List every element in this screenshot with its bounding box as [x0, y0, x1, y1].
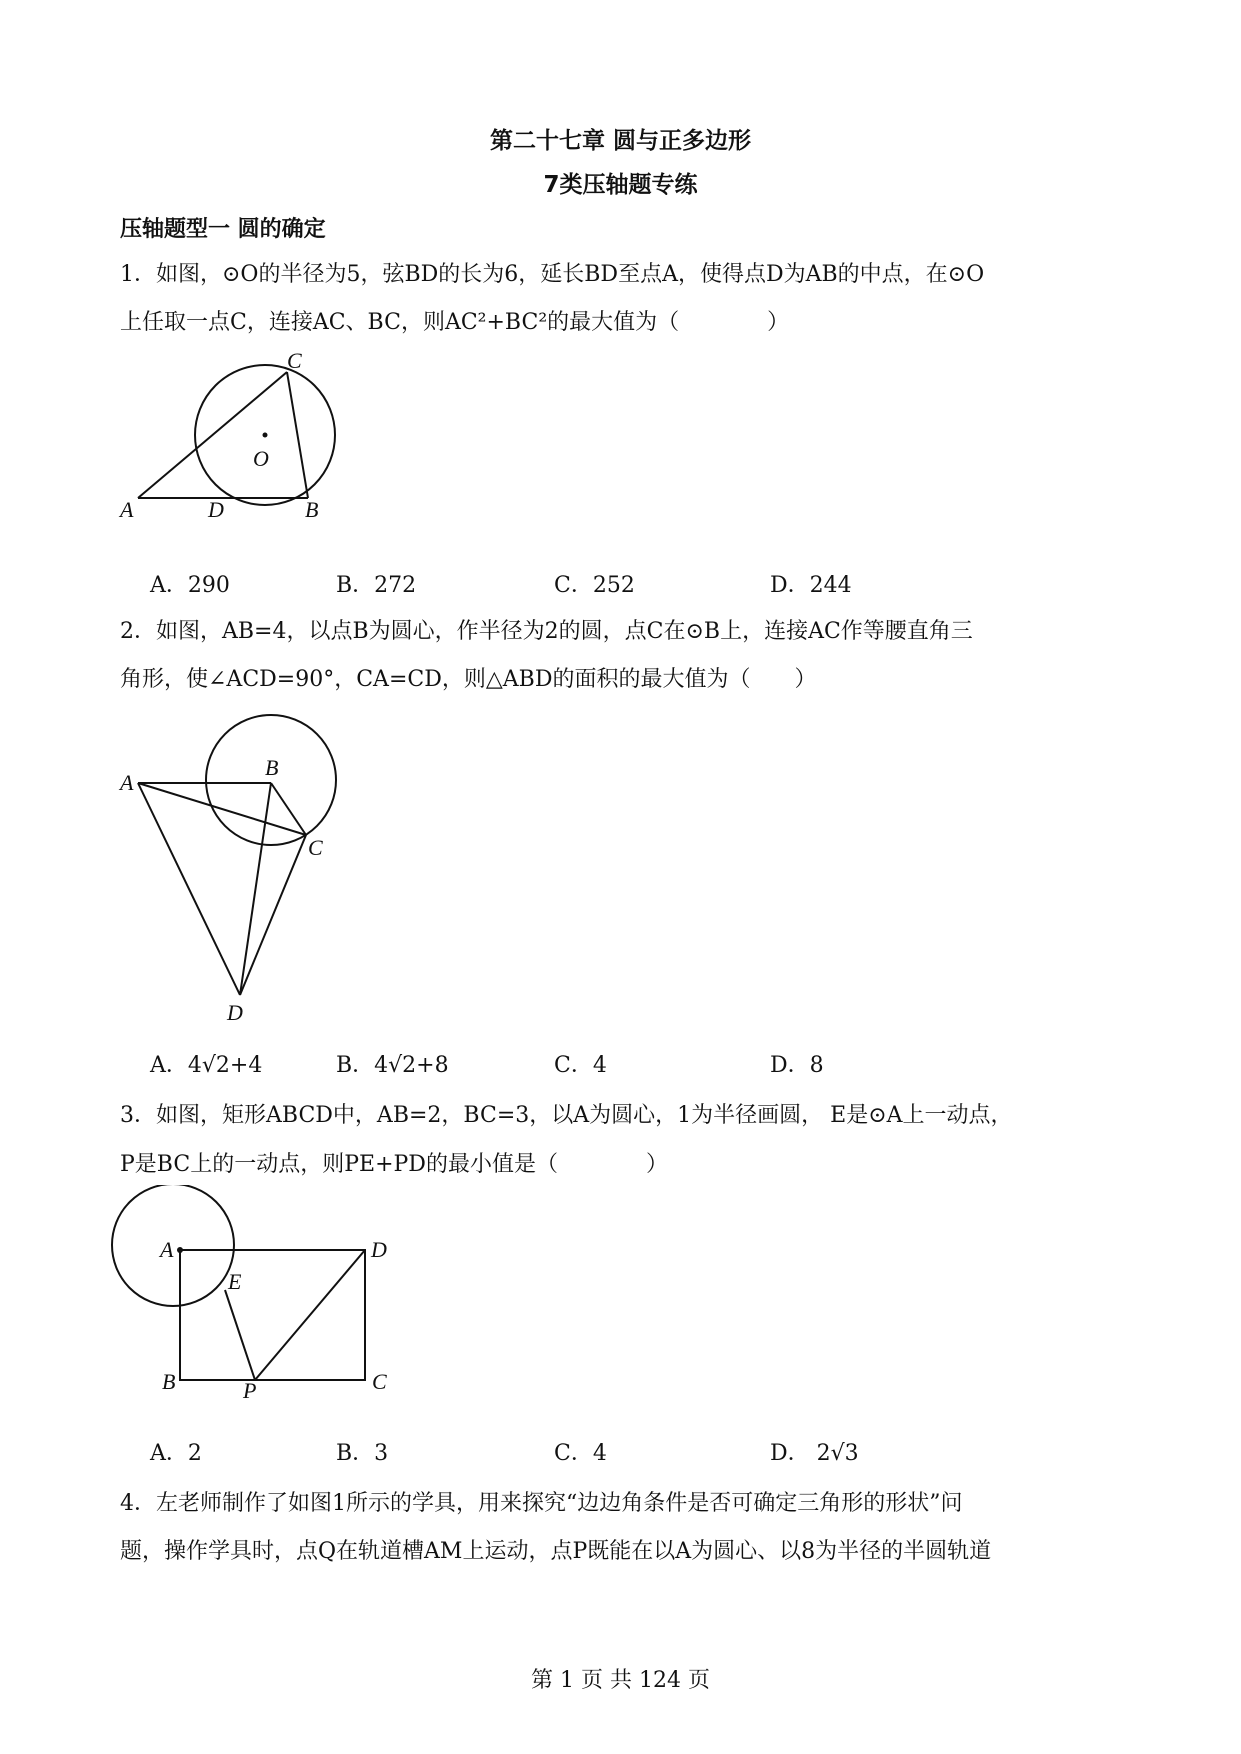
chapter-title: 第二十七章 圆与正多边形 [489, 128, 751, 154]
label-P: P [243, 1378, 257, 1400]
question-2-line-2: 角形，使∠ACD=90°，CA=CD，则△ABD的面积的最大值为（ ） [120, 667, 817, 692]
label-C: C [287, 348, 302, 373]
question-1-option-c: C．252 [554, 573, 635, 598]
label-D: D [227, 1000, 243, 1025]
question-2-option-a: A．4√2+4 [150, 1053, 263, 1078]
question-3-option-a: A．2 [150, 1441, 202, 1466]
label-A: A [120, 497, 134, 522]
section-title: 压轴题型一 圆的确定 [120, 217, 326, 242]
label-B: B [305, 497, 319, 522]
label-A: A [160, 1237, 174, 1262]
question-3-figure [110, 1185, 410, 1404]
label-C: C [372, 1369, 387, 1394]
label-A: A [120, 770, 134, 795]
question-4-line-2: 题，操作学具时，点Q在轨道槽AM上运动，点P既能在以A为圆心、以8为半径的半圆轨道 [120, 1539, 992, 1564]
subtitle: 7类压轴题专练 [543, 172, 698, 198]
circle-chord-diagram [110, 345, 350, 525]
question-2-line-1: 2．如图，AB=4，以点B为圆心，作半径为2的圆，点C在⊙B上，连接AC作等腰直角三 [120, 619, 973, 644]
page-footer: 第 1 页 共 124 页 [531, 1668, 710, 1693]
label-D: D [371, 1237, 387, 1262]
question-1-option-b: B．272 [336, 573, 417, 598]
question-1-option-d: D．244 [770, 573, 852, 598]
label-C: C [308, 835, 323, 860]
question-2-option-b: B．4√2+8 [336, 1053, 449, 1078]
question-1-option-a: A．290 [150, 573, 230, 598]
label-B: B [265, 755, 279, 780]
question-2-option-d: D．8 [770, 1053, 824, 1078]
question-3-option-d: D． 2√3 [770, 1441, 859, 1466]
question-3-line-1: 3．如图，矩形ABCD中，AB=2，BC=3，以A为圆心，1为半径画圆， E是⊙A上一动点， [120, 1103, 1013, 1128]
question-3-option-c: C．4 [554, 1441, 607, 1466]
question-1-figure [110, 345, 350, 529]
label-D: D [208, 497, 224, 522]
isosceles-right-triangle-diagram [110, 705, 350, 1025]
question-1-line-1: 1．如图，⊙O的半径为5，弦BD的长为6，延长BD至点A，使得点D为AB的中点，在⊙O [120, 262, 985, 287]
rectangle-circle-diagram [110, 1185, 410, 1400]
question-3-line-2: P是BC上的一动点，则PE+PD的最小值是（ ） [120, 1152, 668, 1177]
label-O: O [253, 446, 269, 471]
question-2-option-c: C．4 [554, 1053, 607, 1078]
question-3-option-b: B．3 [336, 1441, 389, 1466]
label-B: B [162, 1369, 176, 1394]
question-1-line-2: 上任取一点C，连接AC、BC，则AC²+BC²的最大值为（ ） [120, 310, 790, 335]
label-E: E [228, 1269, 242, 1294]
question-4-line-1: 4．左老师制作了如图1所示的学具，用来探究“边边角条件是否可确定三角形的形状”问 [120, 1491, 963, 1516]
question-2-figure [110, 705, 350, 1029]
